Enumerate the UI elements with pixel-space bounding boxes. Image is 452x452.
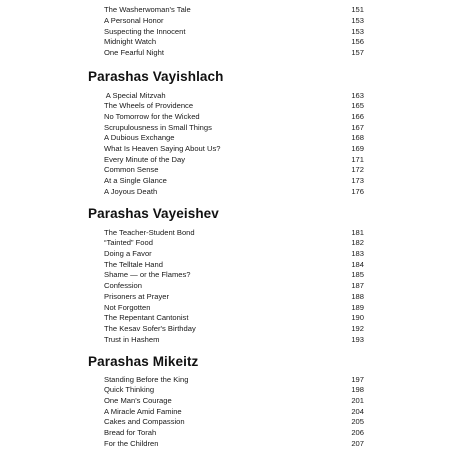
toc-entry-title: Prisoners at Prayer <box>104 291 169 301</box>
toc-entry <box>104 396 364 406</box>
toc-entry <box>104 249 364 259</box>
toc-entry-title: Shame — or the Flames? <box>104 270 191 280</box>
toc-entry-page: 167 <box>351 122 364 132</box>
toc-entry-title: Bread for Torah <box>104 428 157 438</box>
toc-entry <box>104 281 364 291</box>
toc-entry-title: A Joyous Death <box>104 186 158 196</box>
toc-entry <box>104 260 364 270</box>
toc-entry-page: 185 <box>351 270 364 280</box>
toc-entry-page: 157 <box>351 48 364 58</box>
toc-entry-title: A Miracle Amid Famine <box>104 406 182 416</box>
toc-entry-title: Suspecting the Innocent <box>104 26 186 36</box>
toc-entry-page: 156 <box>351 37 364 47</box>
toc-entry <box>104 228 364 238</box>
toc-entry-page: 171 <box>351 154 364 164</box>
toc-entry-page: 201 <box>351 396 364 405</box>
toc-entry-page: 153 <box>351 26 364 36</box>
toc-entry-title: A Personal Honor <box>104 15 164 25</box>
toc-entry-title: The Repentant Cantonist <box>104 313 189 323</box>
section-heading: Parashas Mikeitz <box>88 354 199 369</box>
toc-entry-title: For the Children <box>104 438 159 448</box>
toc-entry-page: 168 <box>351 133 364 143</box>
toc-entry <box>104 439 364 449</box>
toc-entry <box>104 101 364 111</box>
toc-entry-page: 189 <box>351 302 364 312</box>
toc-entry <box>104 385 364 395</box>
toc-entry <box>104 144 364 154</box>
toc-entry-title: At a Single Glance <box>104 176 167 186</box>
toc-entry-page: 183 <box>351 249 364 258</box>
toc-entry-page: 163 <box>351 90 364 100</box>
section-heading: Parashas Vayeishev <box>88 206 219 221</box>
toc-entry-title: Common Sense <box>104 165 159 175</box>
toc-entry-title: Quick Thinking <box>104 385 155 395</box>
toc-entry-page: 187 <box>351 281 364 291</box>
toc-entry <box>104 112 364 122</box>
toc-entry <box>104 155 364 165</box>
toc-entry-page: 165 <box>351 101 364 111</box>
toc-entry-title: “Tainted” Food <box>104 238 153 248</box>
toc-entry-title: One Fearful Night <box>104 48 164 58</box>
toc-entry <box>104 27 364 37</box>
toc-entry-page: 166 <box>351 111 364 121</box>
toc-entry-title: A Special Mitzvah <box>104 90 166 100</box>
toc-entry-title: Standing Before the King <box>104 374 189 384</box>
toc-entry-title: Cakes and Compassion <box>104 417 185 427</box>
toc-entry <box>104 428 364 438</box>
toc-entry <box>104 417 364 427</box>
toc-entry-page: 193 <box>351 334 364 344</box>
toc-entry <box>104 375 364 385</box>
section-heading: Parashas Vayishlach <box>88 69 224 84</box>
toc-entry-title: No Tomorrow for the Wicked <box>104 111 200 121</box>
toc-entry-title: The Washerwoman's Tale <box>104 5 191 14</box>
toc-entry <box>104 123 364 133</box>
toc-entry-title: Every Minute of the Day <box>104 154 186 164</box>
toc-entry-title: The Kesav Sofer's Birthday <box>104 323 196 333</box>
toc-entry-page: 182 <box>351 238 364 248</box>
toc-entry-page: 197 <box>351 374 364 384</box>
toc-entry-title: The Teacher-Student Bond <box>104 227 195 237</box>
toc-entry <box>104 187 364 197</box>
toc-entry <box>104 313 364 323</box>
toc-entry-page: 176 <box>351 186 364 196</box>
toc-entry <box>104 270 364 280</box>
toc-entry-title: The Telltale Hand <box>104 259 163 269</box>
toc-entry <box>104 91 364 101</box>
toc-entry <box>104 292 364 302</box>
toc-entry-title: Scrupulousness in Small Things <box>104 122 212 132</box>
toc-entry <box>104 176 364 186</box>
toc-entry-title: Confession <box>104 281 142 291</box>
toc-entry-page: 190 <box>351 313 364 323</box>
toc-entry-page: 173 <box>351 176 364 186</box>
toc-entry-page: 206 <box>351 428 364 438</box>
toc-entry-title: A Dubious Exchange <box>104 133 175 143</box>
toc-entry-page: 153 <box>351 15 364 25</box>
toc-entry <box>104 324 364 334</box>
toc-entry <box>104 407 364 417</box>
toc-entry <box>104 5 364 15</box>
toc-entry-page: 204 <box>351 406 364 416</box>
toc-entry <box>104 303 364 313</box>
toc-entry <box>104 16 364 26</box>
toc-entry <box>104 335 364 345</box>
toc-entry-page: 172 <box>351 165 364 175</box>
toc-entry-title: What Is Heaven Saying About Us? <box>104 144 221 153</box>
toc-entry-title: Doing a Favor <box>104 249 152 258</box>
toc-entry-title: The Wheels of Providence <box>104 101 194 111</box>
toc-entry-page: 151 <box>351 5 364 14</box>
toc-entry <box>104 48 364 58</box>
toc-entry-title: One Man's Courage <box>104 396 172 405</box>
toc-entry-page: 205 <box>351 417 364 427</box>
toc-entry-page: 198 <box>351 385 364 395</box>
toc-entry-page: 192 <box>351 323 364 333</box>
toc-entry-page: 188 <box>351 291 364 301</box>
toc-entry-page: 184 <box>351 259 364 269</box>
toc-entry-page: 207 <box>351 438 364 448</box>
toc-entry-page: 169 <box>351 144 364 153</box>
toc-entry-title: Midnight Watch <box>104 37 157 47</box>
toc-entry <box>104 238 364 248</box>
toc-entry <box>104 37 364 47</box>
toc-entry <box>104 165 364 175</box>
toc-entry <box>104 133 364 143</box>
toc-entry-title: Trust in Hashem <box>104 334 160 344</box>
toc-entry-title: Not Forgotten <box>104 302 151 312</box>
toc-entry-page: 181 <box>351 227 364 237</box>
